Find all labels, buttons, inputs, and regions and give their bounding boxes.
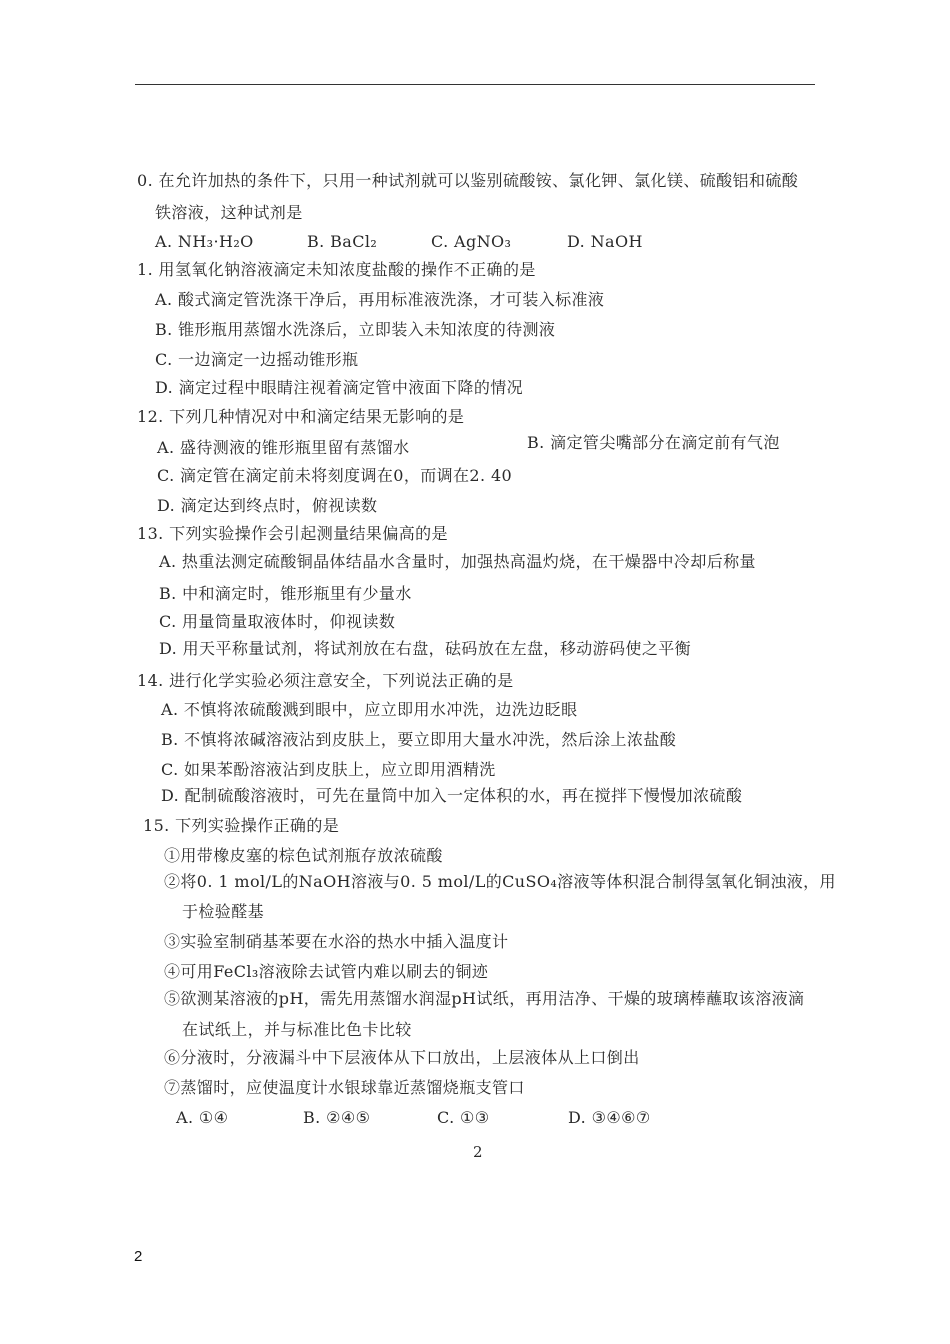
q11-option-b: B. 锥形瓶用蒸馏水洗涤后，立即装入未知浓度的待测液 — [155, 320, 556, 339]
q12-option-c: C. 滴定管在滴定前未将刻度调在0，而调在2. 40 — [157, 466, 513, 485]
q15-option-c: C. ①③ — [437, 1108, 490, 1127]
q15-item-5-line1: ⑤欲测某溶液的pH，需先用蒸馏水润湿pH试纸，再用洁净、干燥的玻璃棒蘸取该溶液滴 — [164, 989, 805, 1008]
q10-option-b: B. BaCl₂ — [307, 232, 378, 251]
q15-item-2-line2: 于检验醛基 — [182, 902, 265, 921]
q12-option-b: B. 滴定管尖嘴部分在滴定前有气泡 — [527, 433, 780, 452]
q15-item-5-line2: 在试纸上，并与标准比色卡比较 — [182, 1020, 412, 1039]
q15-item-2-line1: ②将0. 1 mol/L的NaOH溶液与0. 5 mol/L的CuSO₄溶液等体积混合制得氢氧化铜浊液，用 — [164, 872, 836, 891]
q15-option-d: D. ③④⑥⑦ — [568, 1108, 651, 1127]
q11-option-c: C. 一边滴定一边摇动锥形瓶 — [155, 350, 359, 369]
q10-option-c: C. AgNO₃ — [431, 232, 512, 251]
q11-stem: 1. 用氢氧化钠溶液滴定未知浓度盐酸的操作不正确的是 — [137, 260, 536, 279]
q12-option-a: A. 盛待测液的锥形瓶里留有蒸馏水 — [157, 438, 410, 457]
q11-option-d: D. 滴定过程中眼睛注视着滴定管中液面下降的情况 — [155, 378, 524, 397]
q15-item-6: ⑥分液时，分液漏斗中下层液体从下口放出，上层液体从上口倒出 — [164, 1048, 640, 1067]
q15-option-a: A. ①④ — [176, 1108, 229, 1127]
q14-option-d: D. 配制硫酸溶液时，可先在量筒中加入一定体积的水，再在搅拌下慢慢加浓硫酸 — [161, 786, 743, 805]
q14-option-c: C. 如果苯酚溶液沾到皮肤上，应立即用酒精洗 — [161, 760, 496, 779]
q15-item-3: ③实验室制硝基苯要在水浴的热水中插入温度计 — [164, 932, 509, 951]
q12-stem: 12. 下列几种情况对中和滴定结果无影响的是 — [137, 407, 465, 426]
header-rule — [135, 84, 815, 85]
q13-stem: 13. 下列实验操作会引起测量结果偏高的是 — [137, 524, 448, 543]
q15-option-b: B. ②④⑤ — [303, 1108, 371, 1127]
q15-stem: 15. 下列实验操作正确的是 — [143, 816, 340, 835]
q10-options — [155, 232, 643, 252]
q12-option-d: D. 滴定达到终点时，俯视读数 — [157, 496, 378, 515]
q10-option-a: A. NH₃·H₂O — [155, 232, 254, 251]
q15-item-7: ⑦蒸馏时，应使温度计水银球靠近蒸馏烧瓶支管口 — [164, 1078, 525, 1097]
page-number: 2 — [473, 1143, 483, 1161]
q14-stem: 14. 进行化学实验必须注意安全，下列说法正确的是 — [137, 671, 514, 690]
q13-option-d: D. 用天平称量试剂，将试剂放在右盘，砝码放在左盘，移动游码使之平衡 — [159, 639, 692, 658]
q15-options — [176, 1108, 651, 1128]
footer-page-number: 2 — [134, 1248, 143, 1265]
q10-stem-line1: 0. 在允许加热的条件下，只用一种试剂就可以鉴别硫酸铵、氯化钾、氯化镁、硫酸铝和硫酸 — [137, 171, 799, 190]
q13-option-a: A. 热重法测定硫酸铜晶体结晶水含量时，加强热高温灼烧，在干燥器中冷却后称量 — [159, 552, 756, 571]
q15-item-1: ①用带橡皮塞的棕色试剂瓶存放浓硫酸 — [164, 846, 443, 865]
q10-option-d: D. NaOH — [567, 232, 643, 251]
q14-option-a: A. 不慎将浓硫酸溅到眼中，应立即用水冲洗，边洗边眨眼 — [161, 700, 578, 719]
q14-option-b: B. 不慎将浓碱溶液沾到皮肤上，要立即用大量水冲洗，然后涂上浓盐酸 — [161, 730, 677, 749]
q10-stem-line2: 铁溶液，这种试剂是 — [155, 203, 303, 222]
q13-option-c: C. 用量筒量取液体时，仰视读数 — [159, 612, 396, 631]
q15-item-4: ④可用FeCl₃溶液除去试管内难以刷去的铜迹 — [164, 962, 489, 981]
q13-option-b: B. 中和滴定时，锥形瓶里有少量水 — [159, 584, 412, 603]
q11-option-a: A. 酸式滴定管洗涤干净后，再用标准液洗涤，才可装入标准液 — [155, 290, 605, 309]
